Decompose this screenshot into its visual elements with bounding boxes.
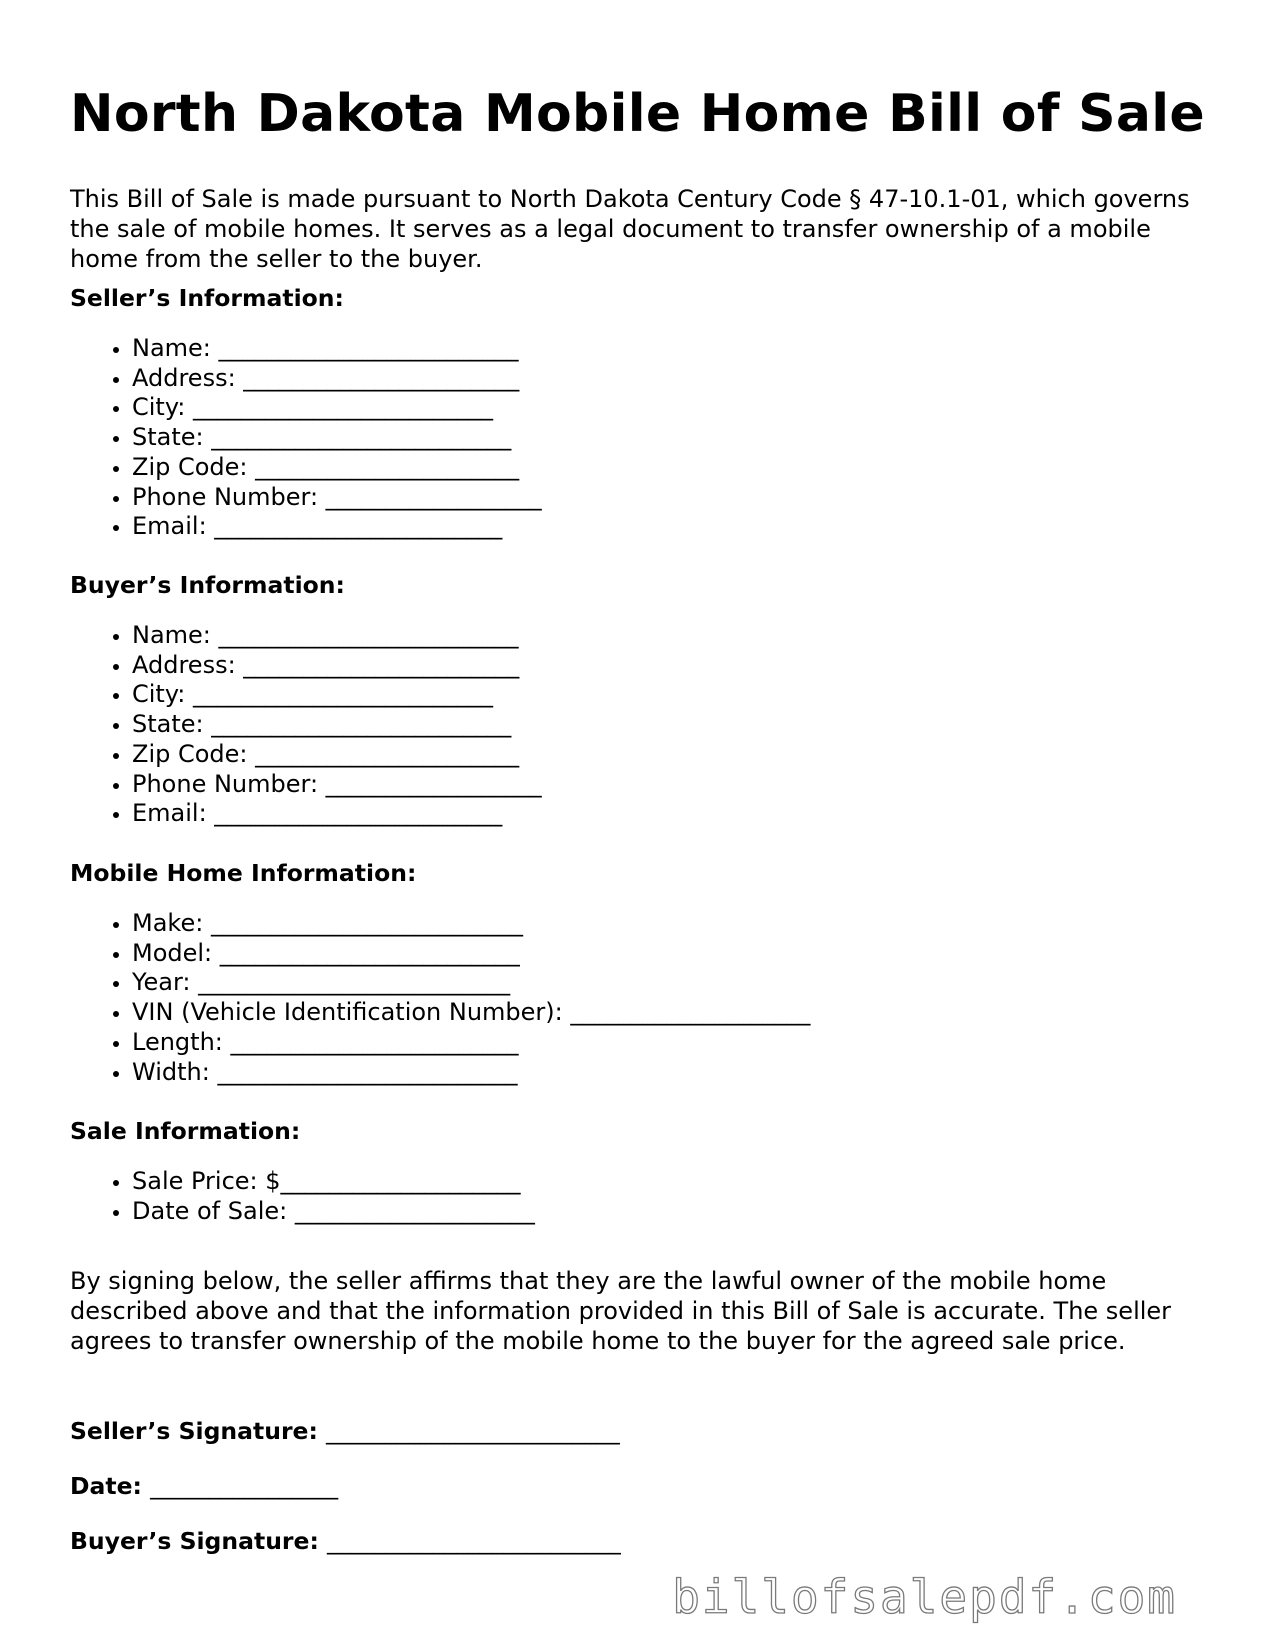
buyer-signature-line [70, 1527, 621, 1555]
model-field: • Model: _________________________ [132, 939, 810, 969]
buyer-email-field: • Email: ________________________ [132, 799, 542, 829]
make-field: • Make: __________________________ [132, 909, 810, 939]
buyer-fields-list [70, 621, 542, 829]
length-field: • Length: ________________________ [132, 1028, 810, 1058]
date-blank: ________________ [150, 1472, 339, 1500]
seller-zip-field: • Zip Code: ______________________ [132, 453, 542, 483]
sale-price-field: • Sale Price: $____________________ [132, 1167, 535, 1197]
seller-state-field: • State: _________________________ [132, 423, 542, 453]
closing-paragraph: By signing below, the seller affirms that they are the lawful owner of the mobile home described above and that the information provided in this Bill of Sale is accurate. The seller agrees to transfer ownership of the mobile home to the buyer for the agreed sale price. [70, 1267, 1172, 1355]
buyer-address-field: • Address: _______________________ [132, 651, 542, 681]
seller-name-field: • Name: _________________________ [132, 334, 542, 364]
buyer-zip-field: • Zip Code: ______________________ [132, 740, 542, 770]
seller-email-field: • Email: ________________________ [132, 512, 542, 542]
sale-fields-list [70, 1167, 535, 1226]
date-signature-line [70, 1472, 338, 1500]
seller-signature-line [70, 1417, 620, 1445]
page-title: North Dakota Mobile Home Bill of Sale [70, 84, 1205, 144]
seller-section-heading: Seller’s Information: [70, 284, 344, 312]
watermark-logo: billofsalepdf.com [672, 1570, 1177, 1624]
seller-fields-list [70, 334, 542, 542]
buyer-signature-label: Buyer’s Signature: [70, 1527, 328, 1555]
buyer-state-field: • State: _________________________ [132, 710, 542, 740]
seller-city-field: • City: _________________________ [132, 393, 542, 423]
buyer-city-field: • City: _________________________ [132, 680, 542, 710]
buyer-section-heading: Buyer’s Information: [70, 571, 345, 599]
width-field: • Width: _________________________ [132, 1058, 810, 1088]
seller-signature-blank: _________________________ [326, 1417, 620, 1445]
vin-field: • VIN (Vehicle Identification Number): ____________________ [132, 998, 810, 1028]
buyer-name-field: • Name: _________________________ [132, 621, 542, 651]
seller-phone-field: • Phone Number: __________________ [132, 483, 542, 513]
mobile-home-fields-list [70, 909, 810, 1087]
year-field: • Year: __________________________ [132, 968, 810, 998]
date-label: Date: [70, 1472, 151, 1500]
sale-section-heading: Sale Information: [70, 1117, 301, 1145]
date-of-sale-field: • Date of Sale: ____________________ [132, 1197, 535, 1227]
seller-signature-label: Seller’s Signature: [70, 1417, 327, 1445]
intro-paragraph: This Bill of Sale is made pursuant to North Dakota Century Code § 47-10.1-01, which governs the sale of mobile homes. It serves as a legal document to transfer ownership of a mobile home from the seller to the buyer. [70, 185, 1190, 273]
buyer-signature-blank: _________________________ [327, 1527, 621, 1555]
buyer-phone-field: • Phone Number: __________________ [132, 770, 542, 800]
mobile-home-section-heading: Mobile Home Information: [70, 859, 417, 887]
seller-address-field: • Address: _______________________ [132, 364, 542, 394]
